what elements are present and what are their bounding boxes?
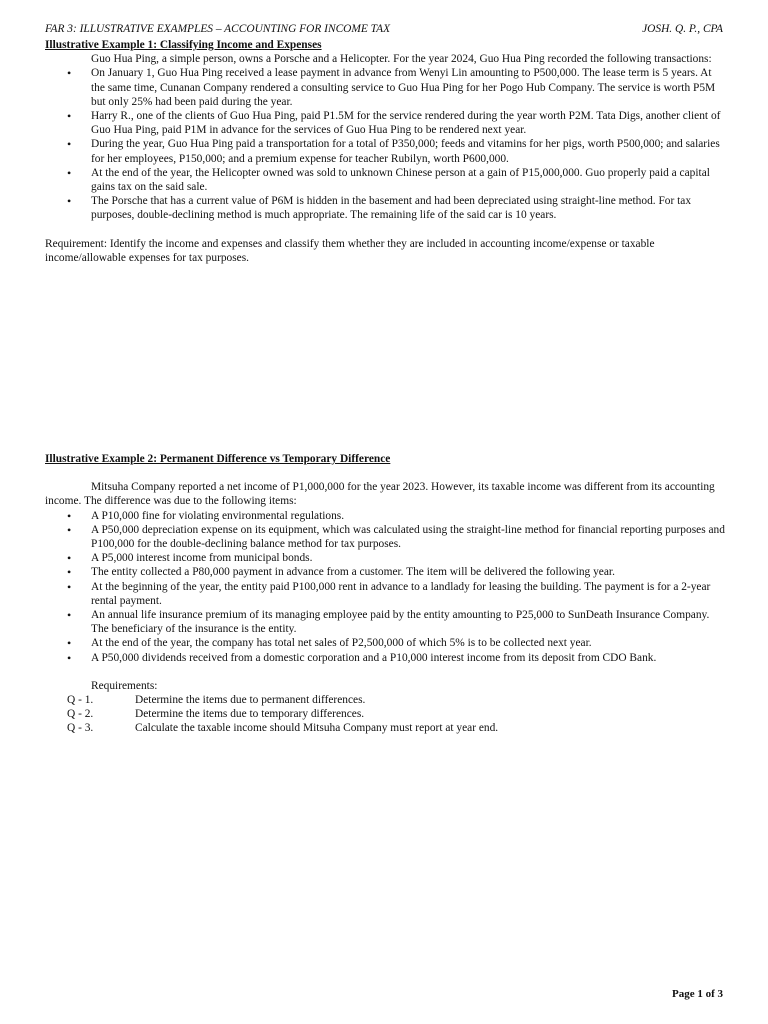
page-number: Page 1 of 3: [671, 988, 723, 1000]
question-text: Determine the items due to temporary differences.: [135, 708, 365, 721]
list-item: • The entity collected a P80,000 payment in advance from a customer. The item will be delivered the following year.: [45, 565, 725, 579]
example-1-transactions-list: [45, 66, 725, 222]
question-text: Determine the items due to permanent differences.: [135, 694, 366, 707]
list-item: • During the year, Guo Hua Ping paid a transportation for a total of P350,000; feeds and vitamins for her pigs, worth P500,000; and salaries for her employees, P150,000; and a premium expense for teacher Rubilyn, worth P600,000.: [45, 137, 725, 165]
question-number: Q - 1.: [67, 694, 94, 707]
example-2-intro: Mitsuha Company reported a net income of P1,000,000 for the year 2023. However, its taxable income was different from its accounting income. The difference was due to the following items:: [45, 481, 715, 508]
question-text: Calculate the taxable income should Mitsuha Company must report at year end.: [135, 722, 499, 735]
example-1-section: [45, 38, 725, 265]
list-item: • A P10,000 fine for violating environmental regulations.: [45, 509, 725, 523]
header-course-title: FAR 3: ILLUSTRATIVE EXAMPLES – ACCOUNTING FOR INCOME TAX: [45, 23, 391, 35]
example-1-intro: Guo Hua Ping, a simple person, owns a Porsche and a Helicopter. For the year 2024, Guo Hua Ping recorded the following transactions:: [91, 53, 712, 66]
requirements-title: Requirements:: [91, 679, 158, 692]
list-item: • An annual life insurance premium of its managing employee paid by the entity amounting to P25,000 to SunDeath Insurance Company. The beneficiary of the insurance is the entity.: [45, 608, 725, 636]
list-item: • The Porsche that has a current value of P6M is hidden in the basement and had been depreciated using straight-line method. For tax purposes, double-declining method is much appropriate. The remaining life of the said car is 10 years.: [45, 194, 725, 222]
list-item: • A P50,000 dividends received from a domestic corporation and a P10,000 interest income from its deposit from CDO Bank.: [45, 651, 725, 665]
list-item: • Harry R., one of the clients of Guo Hua Ping, paid P1.5M for the service rendered during the year worth P2M. Tata Digs, another client of Guo Hua Ping, paid P1M in advance for the services of Guo Hua Ping to be rendered next year.: [45, 109, 725, 137]
list-item: • A P50,000 depreciation expense on its equipment, which was calculated using the straight-line method for financial reporting purposes and P100,000 for the double-declining balance method for tax purposes.: [45, 523, 725, 551]
question-row: [45, 707, 725, 721]
example-2-items-list: [45, 509, 725, 665]
question-number: Q - 2.: [67, 708, 94, 721]
example-2-heading: Illustrative Example 2: Permanent Difference vs Temporary Difference: [45, 453, 391, 465]
example-1-heading: Illustrative Example 1: Classifying Income and Expenses: [45, 39, 322, 51]
list-item: • A P5,000 interest income from municipal bonds.: [45, 551, 725, 565]
list-item: • At the beginning of the year, the entity paid P100,000 rent in advance to a landlady for leasing the building. The payment is for a 2-year rental payment.: [45, 580, 725, 608]
question-number: Q - 3.: [67, 722, 94, 735]
example-1-requirement: Requirement: Identify the income and expenses and classify them whether they are included in accounting income/expense or taxable income/allowable expenses for tax purposes.: [45, 237, 655, 264]
example-2-section: [45, 452, 725, 736]
list-item: • At the end of the year, the company has total net sales of P2,500,000 of which 5% is to be collected next year.: [45, 636, 725, 650]
list-item: • At the end of the year, the Helicopter owned was sold to unknown Chinese person at a gain of P15,000,000. Guo properly paid a capital gains tax on the said sale.: [45, 166, 725, 194]
header-author: JOSH. Q. P., CPA: [642, 23, 723, 35]
question-row: [45, 693, 725, 707]
list-item: • On January 1, Guo Hua Ping received a lease payment in advance from Wenyi Lin amounting to P500,000. The lease term is 5 years. At the same time, Cunanan Company rendered a consulting service to Guo Hua Ping for her Pogo Hub Company. The service is worth P5M but only 25% had been paid during the year.: [45, 66, 725, 109]
question-row: [45, 721, 725, 735]
